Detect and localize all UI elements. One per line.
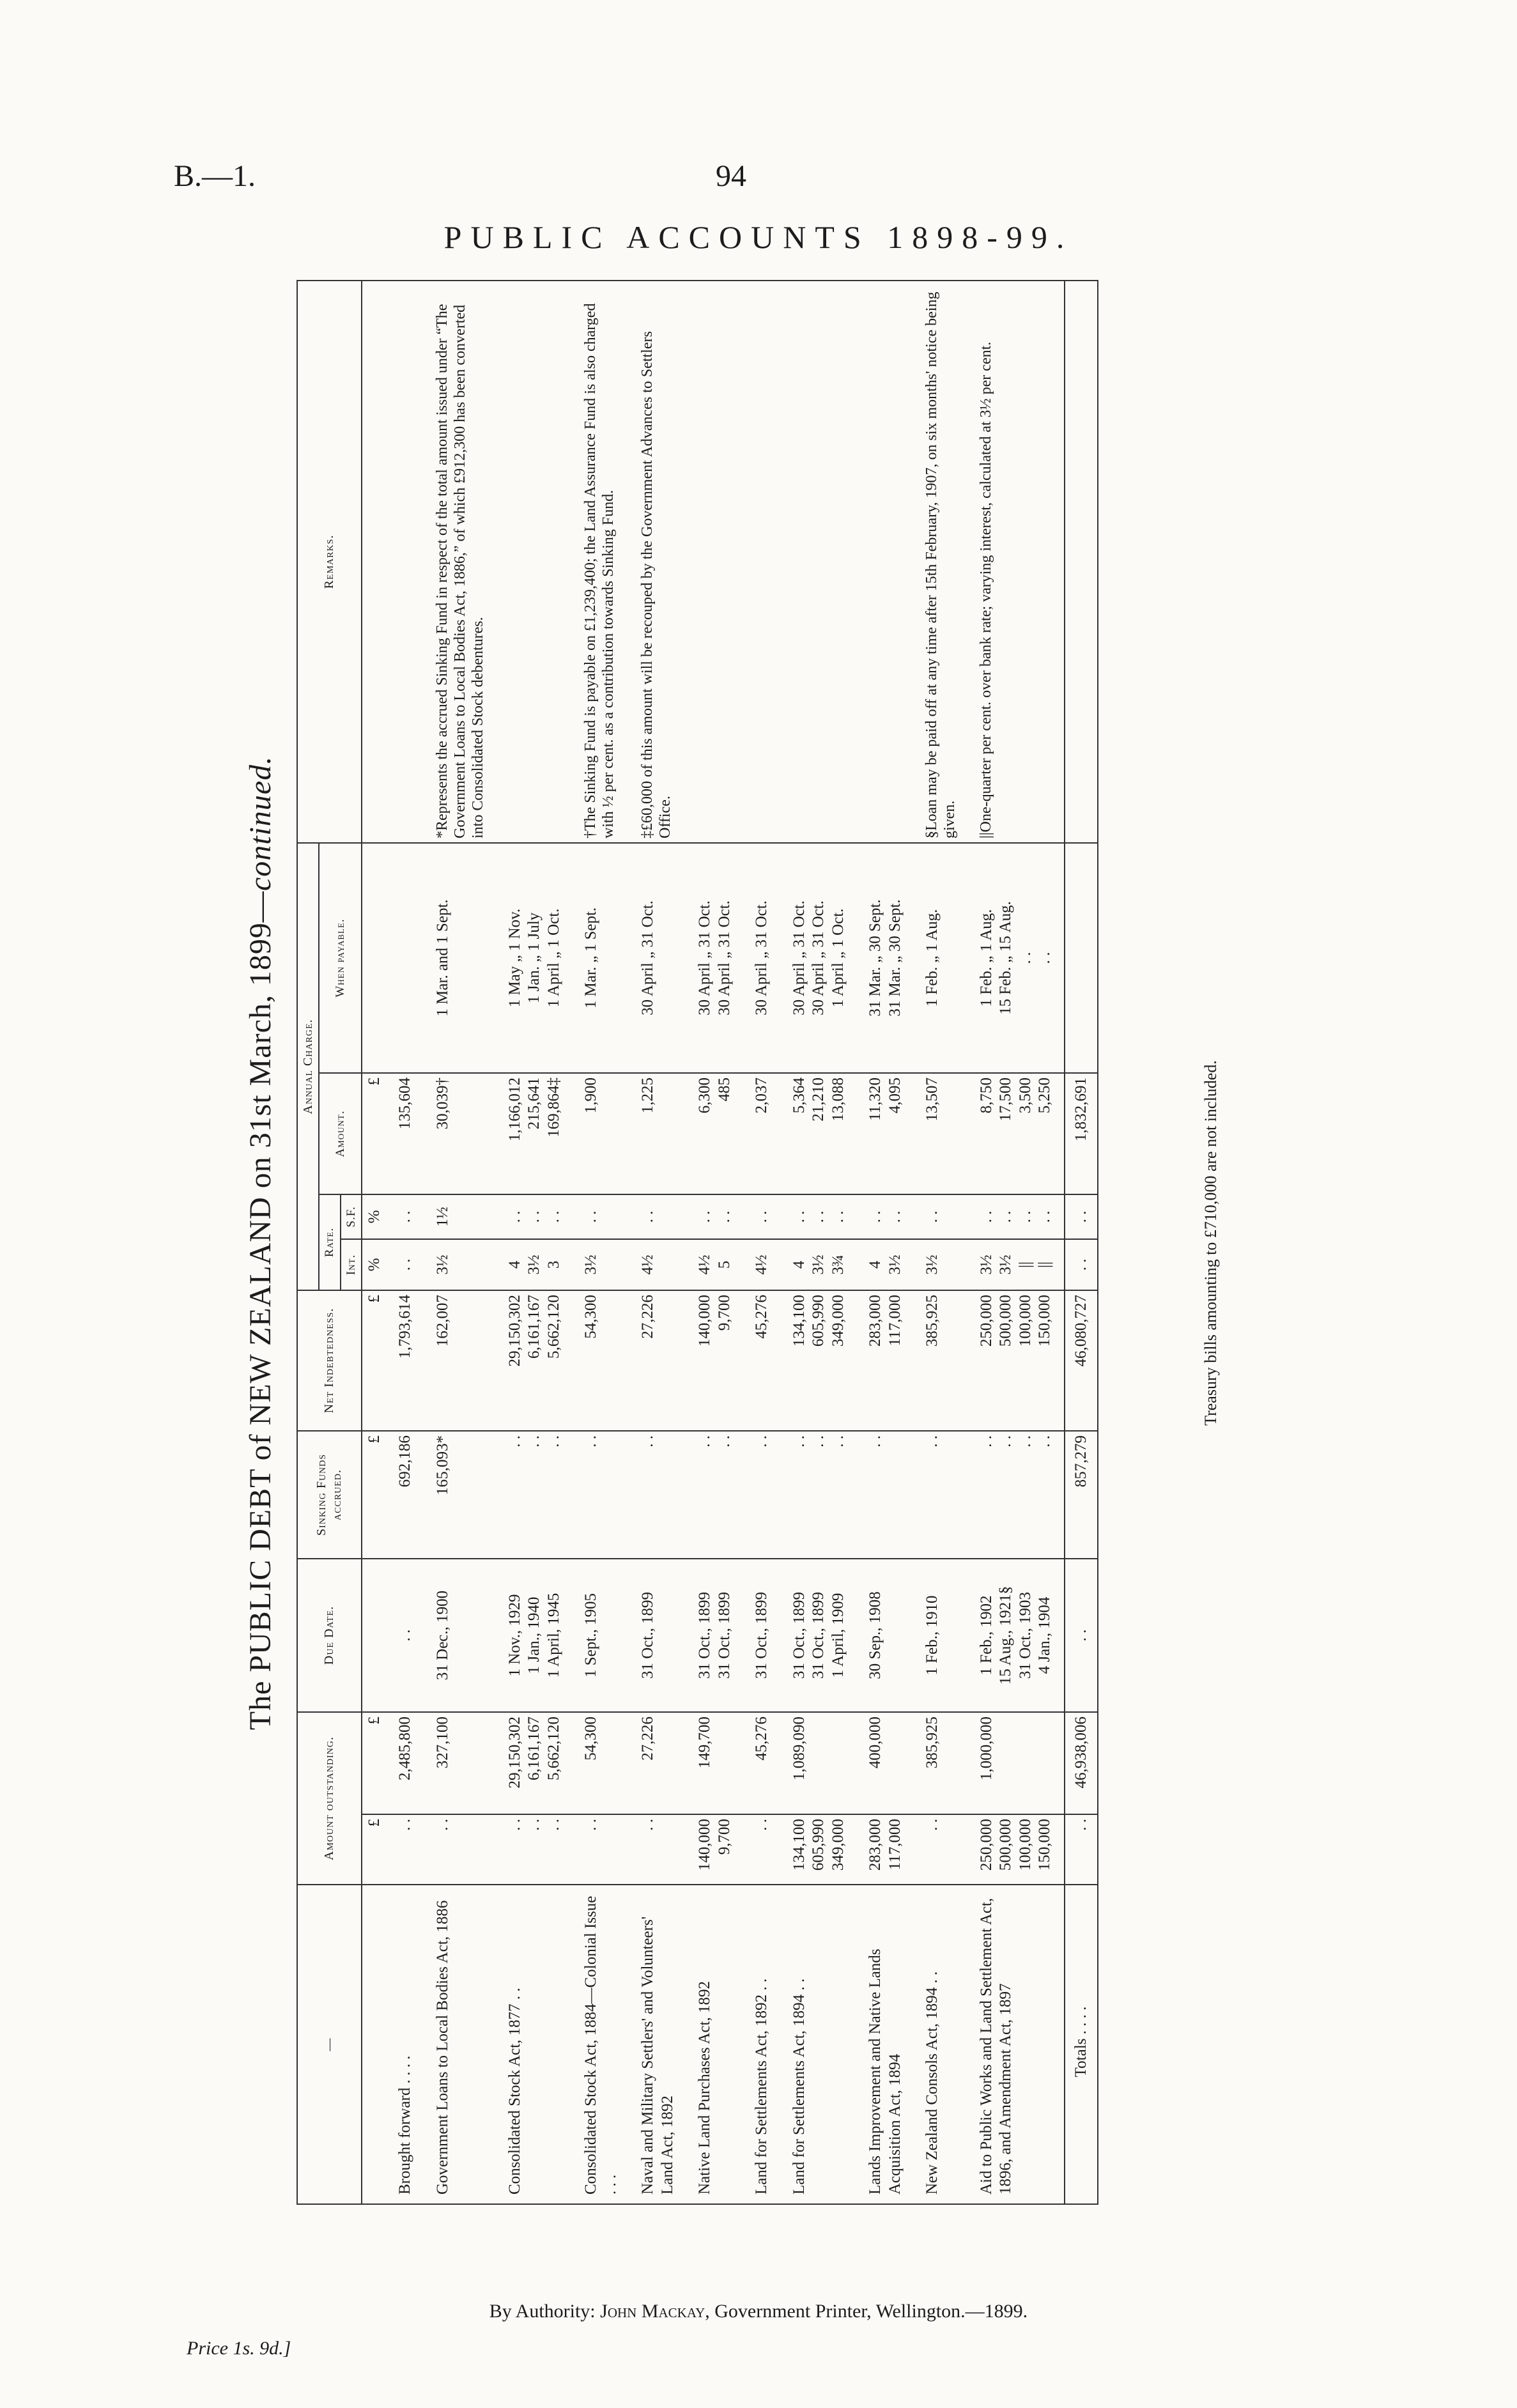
table-row xyxy=(914,281,968,2204)
rotated-content xyxy=(243,281,1252,2205)
cell-annual: 1,166,012 215,641 169,864‡ xyxy=(497,1073,573,1194)
cell-net: 283,000 117,000 xyxy=(857,1290,914,1431)
cell-sinking: 692,186 xyxy=(387,1431,424,1559)
unit-int: % xyxy=(362,1239,387,1290)
cell-sinking: . . xyxy=(743,1431,781,1559)
cell-int: 4½ xyxy=(629,1239,686,1290)
cell-net: 162,007 xyxy=(424,1290,497,1431)
cell-sub: . . xyxy=(743,1814,781,1885)
imprint-printer: John Mackay xyxy=(600,2301,705,2322)
cell-amount: 149,700 xyxy=(686,1712,743,1814)
cell-net: 385,925 xyxy=(914,1290,968,1431)
header-net-indebtedness: Net Indebtedness. xyxy=(297,1290,362,1431)
cell-when xyxy=(387,843,424,1073)
cell-amount: 27,226 xyxy=(629,1712,686,1814)
cell-sub: . . xyxy=(573,1814,629,1885)
totals-label: Totals . . . . xyxy=(1065,1885,1098,2204)
table-row xyxy=(573,281,629,2204)
totals-row xyxy=(1065,281,1098,2204)
table-row xyxy=(686,281,743,2204)
cell-int: 4½ xyxy=(743,1239,781,1290)
cell-desc: Land for Settlements Act, 1894 . . xyxy=(781,1885,858,2204)
public-debt-table xyxy=(296,280,1098,2205)
cell-desc: Naval and Military Settlers' and Volunteers' Land Act, 1892 xyxy=(629,1885,686,2204)
cell-remarks xyxy=(781,281,858,843)
cell-amount: 327,100 xyxy=(424,1712,497,1814)
cell-sub: . . xyxy=(914,1814,968,1885)
cell-due: 31 Oct., 1899 31 Oct., 1899 1 April, 1909 xyxy=(781,1559,858,1712)
header-amount-outstanding: Amount outstanding. xyxy=(297,1712,362,1885)
cell-int: 3½ 3½ || || xyxy=(968,1239,1065,1290)
cell-when: 30 April „ 31 Oct. 30 April „ 31 Oct. xyxy=(686,843,743,1073)
cell-due: . . xyxy=(387,1559,424,1712)
cell-due: 1 Feb., 1910 xyxy=(914,1559,968,1712)
table-row xyxy=(387,281,424,2204)
cell-desc: Consolidated Stock Act, 1884—Colonial Issue . . . xyxy=(573,1885,629,2204)
cell-desc: Brought forward . . . . xyxy=(387,1885,424,2204)
cell-amount: 400,000 xyxy=(857,1712,914,1814)
cell-sf: . . . . . . . . xyxy=(968,1194,1065,1239)
cell-net: 1,793,614 xyxy=(387,1290,424,1431)
cell-net: 54,300 xyxy=(573,1290,629,1431)
cell-sinking: . . . . . . . . xyxy=(968,1431,1065,1559)
cell-annual: 6,300 485 xyxy=(686,1073,743,1194)
cell-desc: Consolidated Stock Act, 1877 . . xyxy=(497,1885,573,2204)
cell-annual: 1,225 xyxy=(629,1073,686,1194)
cell-due: 31 Oct., 1899 xyxy=(743,1559,781,1712)
cell-due: 31 Oct., 1899 31 Oct., 1899 xyxy=(686,1559,743,1712)
cell-sf: 1½ xyxy=(424,1194,497,1239)
imprint-rest: , Government Printer, Wellington.—1899. xyxy=(705,2301,1028,2322)
header-when-payable: When payable. xyxy=(319,843,361,1073)
cell-net: 45,276 xyxy=(743,1290,781,1431)
cell-sub: 134,100 605,990 349,000 xyxy=(781,1814,858,1885)
cell-amount: 54,300 xyxy=(573,1712,629,1814)
table-title-main: The PUBLIC DEBT of NEW ZEALAND on 31st March, 1899— xyxy=(243,891,277,1731)
cell-int: 4 3½ xyxy=(857,1239,914,1290)
cell-desc: Government Loans to Local Bodies Act, 1886 xyxy=(424,1885,497,2204)
header-desc: — xyxy=(297,1885,362,2204)
cell-desc: Lands Improvement and Native Lands Acquisition Act, 1894 xyxy=(857,1885,914,2204)
cell-amount: 45,276 xyxy=(743,1712,781,1814)
cell-sf: . . . . . . xyxy=(781,1194,858,1239)
totals-annual: 1,832,691 xyxy=(1065,1073,1098,1194)
cell-sub: . . . . . . xyxy=(497,1814,573,1885)
cell-amount: 29,150,302 6,161,167 5,662,120 xyxy=(497,1712,573,1814)
cell-when: 1 May „ 1 Nov. 1 Jan. „ 1 July 1 April „ 1 Oct. xyxy=(497,843,573,1073)
cell-sinking: . . xyxy=(629,1431,686,1559)
cell-sinking: . . . . . . xyxy=(781,1431,858,1559)
cell-net: 140,000 9,700 xyxy=(686,1290,743,1431)
cell-sf: . . . . . . xyxy=(497,1194,573,1239)
unit-sub: £ xyxy=(362,1814,387,1885)
unit-net: £ xyxy=(362,1290,387,1431)
cell-due: 30 Sep., 1908 xyxy=(857,1559,914,1712)
cell-sub: . . xyxy=(629,1814,686,1885)
cell-int: 3½ xyxy=(914,1239,968,1290)
cell-net: 27,226 xyxy=(629,1290,686,1431)
header-due-date: Due Date. xyxy=(297,1559,362,1712)
cell-desc: Native Land Purchases Act, 1892 xyxy=(686,1885,743,2204)
cell-sinking: . . . . xyxy=(686,1431,743,1559)
cell-sinking: . . xyxy=(573,1431,629,1559)
cell-sinking: . . . . . . xyxy=(497,1431,573,1559)
cell-int: 3½ xyxy=(424,1239,497,1290)
totals-sinking: 857,279 xyxy=(1065,1431,1098,1559)
price: Price 1s. 9d.] xyxy=(187,2338,291,2359)
cell-sub: 283,000 117,000 xyxy=(857,1814,914,1885)
cell-sub: . . xyxy=(387,1814,424,1885)
header-rate: Rate. xyxy=(319,1194,340,1290)
cell-remarks xyxy=(857,281,914,843)
unit-annual: £ xyxy=(362,1073,387,1194)
cell-sinking: . . xyxy=(914,1431,968,1559)
cell-sub: . . xyxy=(424,1814,497,1885)
cell-amount: 1,000,000 xyxy=(968,1712,1065,1814)
cell-due: 1 Nov., 1929 1 Jan., 1940 1 April, 1945 xyxy=(497,1559,573,1712)
cell-when: 31 Mar. „ 30 Sept. 31 Mar. „ 30 Sept. xyxy=(857,843,914,1073)
treasury-footnote: Treasury bills amounting to £710,000 are not included. xyxy=(1201,1060,1220,1426)
cell-desc: Aid to Public Works and Land Settlement Act, 1896, and Amendment Act, 1897 xyxy=(968,1885,1065,2204)
cell-sf: . . xyxy=(743,1194,781,1239)
cell-remarks: §Loan may be paid off at any time after 15th February, 1907, on six months' notice being given. xyxy=(914,281,968,843)
cell-desc: Land for Settlements Act, 1892 . . xyxy=(743,1885,781,2204)
cell-when: 1 Mar. and 1 Sept. xyxy=(424,843,497,1073)
cell-amount: 2,485,800 xyxy=(387,1712,424,1814)
unit-amount: £ xyxy=(362,1712,387,1814)
unit-sf: % xyxy=(362,1194,387,1239)
cell-remarks xyxy=(387,281,424,843)
cell-sinking: . . xyxy=(857,1431,914,1559)
cell-remarks: ‡£60,000 of this amount will be recouped by the Government Advances to Settlers Office. xyxy=(629,281,686,843)
imprint xyxy=(0,2301,1517,2322)
cell-net: 134,100 605,990 349,000 xyxy=(781,1290,858,1431)
table-row xyxy=(424,281,497,2204)
cell-when: 30 April „ 31 Oct. 30 April „ 31 Oct. 1 April „ 1 Oct. xyxy=(781,843,858,1073)
cell-remarks: *Represents the accrued Sinking Fund in respect of the total amount issued under “The Government Loans to Local Bodies Act, 1886,” of which £912,300 has been converted into Consolidated Stock debentures. xyxy=(424,281,497,843)
units-row xyxy=(362,281,387,2204)
cell-int: . . xyxy=(387,1239,424,1290)
totals-sub: . . xyxy=(1065,1814,1098,1885)
cell-due: 1 Feb., 1902 15 Aug., 1921§ 31 Oct., 1903 4 Jan., 1904 xyxy=(968,1559,1065,1712)
cell-remarks xyxy=(686,281,743,843)
totals-int: . . xyxy=(1065,1239,1098,1290)
cell-annual: 11,320 4,095 xyxy=(857,1073,914,1194)
table-row xyxy=(497,281,573,2204)
cell-when: 1 Mar. „ 1 Sept. xyxy=(573,843,629,1073)
cell-int: 4½ 5 xyxy=(686,1239,743,1290)
header-sinking-funds: Sinking Funds accrued. xyxy=(297,1431,362,1559)
cell-annual: 2,037 xyxy=(743,1073,781,1194)
cell-due: 31 Dec., 1900 xyxy=(424,1559,497,1712)
rotated-table-container xyxy=(243,281,1252,2205)
header-sf: S.F. xyxy=(341,1194,362,1239)
cell-when: 1 Feb. „ 1 Aug. 15 Feb. „ 15 Aug. . . . . xyxy=(968,843,1065,1073)
cell-sf: . . xyxy=(629,1194,686,1239)
cell-remarks xyxy=(497,281,573,843)
cell-sub: 140,000 9,700 xyxy=(686,1814,743,1885)
table-row xyxy=(968,281,1065,2204)
cell-net: 250,000 500,000 100,000 150,000 xyxy=(968,1290,1065,1431)
cell-annual: 30,039† xyxy=(424,1073,497,1194)
page-number: 94 xyxy=(716,159,746,193)
table-body xyxy=(362,281,1065,2204)
cell-annual: 5,364 21,210 13,088 xyxy=(781,1073,858,1194)
table-row xyxy=(781,281,858,2204)
imprint-lead: By Authority: xyxy=(489,2301,601,2322)
cell-due: 31 Oct., 1899 xyxy=(629,1559,686,1712)
cell-annual: 1,900 xyxy=(573,1073,629,1194)
unit-sinking: £ xyxy=(362,1431,387,1559)
header-remarks: Remarks. xyxy=(297,281,362,843)
cell-remarks: ||One-quarter per cent. over bank rate; varying interest, calculated at 3½ per cent. xyxy=(968,281,1065,843)
header-amount: Amount. xyxy=(319,1073,361,1194)
totals-due: . . xyxy=(1065,1559,1098,1712)
cell-desc: New Zealand Consols Act, 1894 . . xyxy=(914,1885,968,2204)
cell-sf: . . xyxy=(387,1194,424,1239)
table-title xyxy=(243,281,288,2205)
totals-net: 46,080,727 xyxy=(1065,1290,1098,1431)
cell-sub: 250,000 500,000 100,000 150,000 xyxy=(968,1814,1065,1885)
table-row xyxy=(857,281,914,2204)
cell-int: 4 3½ 3 xyxy=(497,1239,573,1290)
cell-amount: 385,925 xyxy=(914,1712,968,1814)
cell-sf: . . . . xyxy=(686,1194,743,1239)
cell-when: 30 April „ 31 Oct. xyxy=(629,843,686,1073)
cell-net: 29,150,302 6,161,167 5,662,120 xyxy=(497,1290,573,1431)
header-int: Int. xyxy=(341,1239,362,1290)
cell-remarks xyxy=(743,281,781,843)
totals-sf: . . xyxy=(1065,1194,1098,1239)
cell-annual: 13,507 xyxy=(914,1073,968,1194)
page-title: PUBLIC ACCOUNTS 1898-99. xyxy=(443,219,1074,255)
cell-when: 30 April „ 31 Oct. xyxy=(743,843,781,1073)
cell-sf: . . xyxy=(573,1194,629,1239)
cell-sinking: 165,093* xyxy=(424,1431,497,1559)
totals-amount: 46,938,006 xyxy=(1065,1712,1098,1814)
table-row xyxy=(743,281,781,2204)
cell-due: 1 Sept., 1905 xyxy=(573,1559,629,1712)
cell-sf: . . xyxy=(914,1194,968,1239)
report-code: B.—1. xyxy=(174,159,256,193)
cell-int: 4 3½ 3¾ xyxy=(781,1239,858,1290)
cell-int: 3½ xyxy=(573,1239,629,1290)
table-title-suffix: continued. xyxy=(243,755,277,891)
cell-sf: . . . . xyxy=(857,1194,914,1239)
table-row xyxy=(629,281,686,2204)
header-annual-charge: Annual Charge. xyxy=(297,843,319,1290)
cell-annual: 8,750 17,500 3,500 5,250 xyxy=(968,1073,1065,1194)
cell-amount: 1,089,090 xyxy=(781,1712,858,1814)
cell-when: 1 Feb. „ 1 Aug. xyxy=(914,843,968,1073)
cell-annual: 135,604 xyxy=(387,1073,424,1194)
cell-remarks: †The Sinking Fund is payable on £1,239,400; the Land Assurance Fund is also charged with ½ per cent. as a contribution towards Sinking Fund. xyxy=(573,281,629,843)
